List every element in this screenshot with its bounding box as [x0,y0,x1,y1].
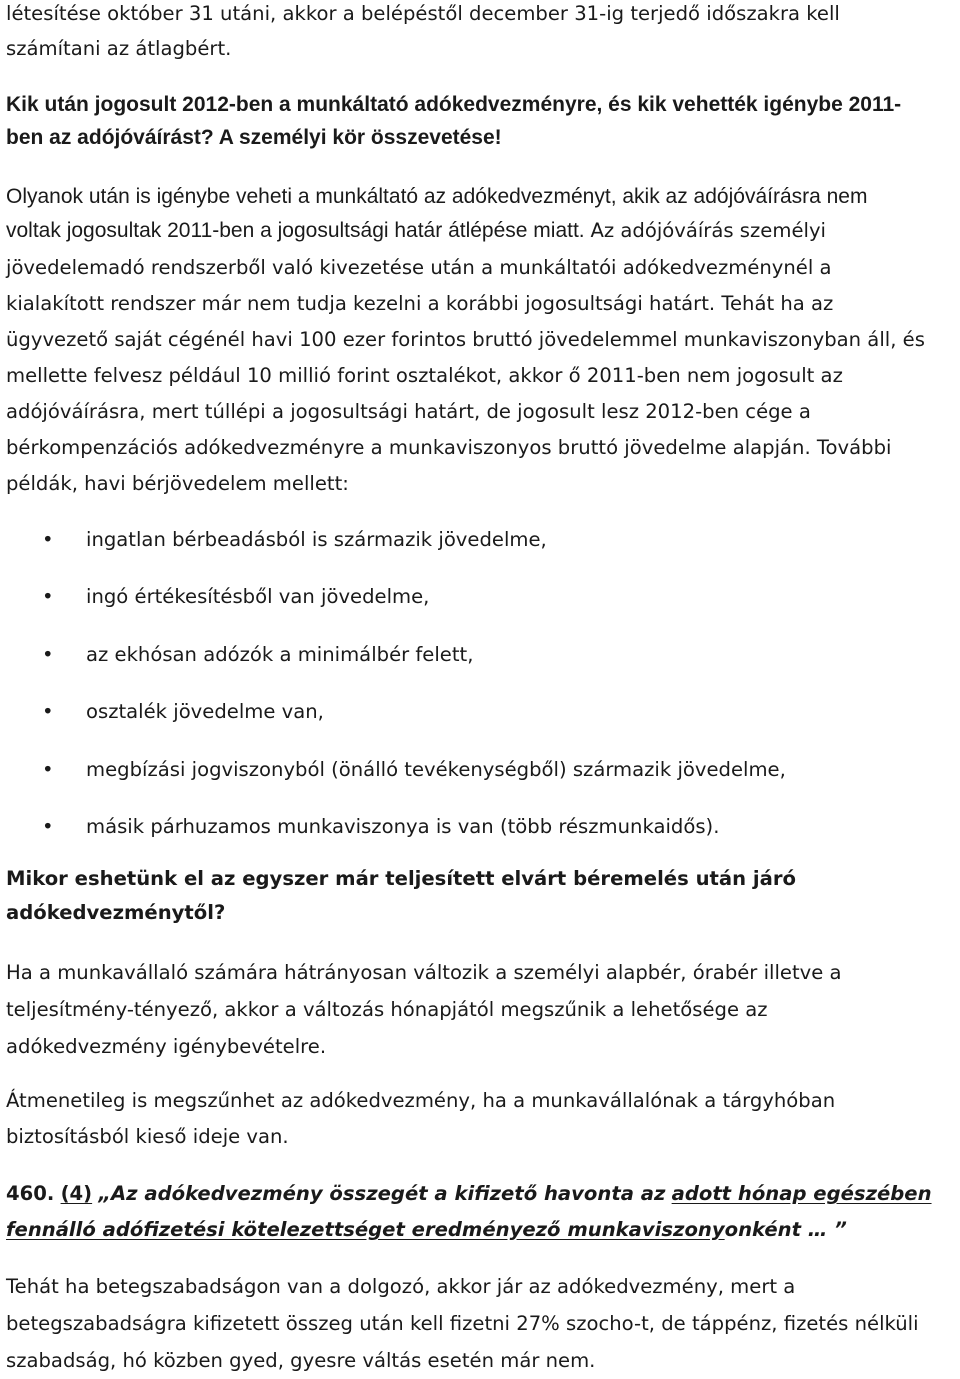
paragraph-1-line-1: Olyanok után is igénybe veheti a munkáltató az adókedvezményt, akik az adójóváírásra nem [6,185,868,208]
question-1-line-1: Kik után jogosult 2012-ben a munkáltató adókedvezményre, és kik vehették igénybe 2011- [6,93,902,116]
paragraph-2-line-4: ügyvezető saját cégénél havi 100 ezer forintos bruttó jövedelemmel munkaviszonyban áll, és [6,328,925,351]
question-2-line-2: adókedvezménytől? [6,901,226,924]
paragraph-2-line-6: adójóváírásra, mert túllépi a jogosultsági határt, de jogosult lesz 2012-ben cége a [6,400,811,423]
paragraph-2-line-5: mellette felvesz például 10 millió forint osztalékot, akkor ő 2011-ben nem jogosult az [6,364,843,387]
bullet-icon: • [42,814,54,838]
paragraph-2-line-8: példák, havi bérjövedelem mellett: [6,472,349,495]
list-item [6,635,954,692]
intro-line-1: létesítése október 31 utáni, akkor a belépéstől december 31-ig terjedő időszakra kell [6,2,840,25]
citation-text-underlined-1: adott hónap egészében [671,1182,932,1205]
paragraph-5-line-2: betegszabadságra kifizetett összeg után kell fizetni 27% szocho-t, de táppénz, fizetés nélküli [6,1312,919,1335]
citation-text-a: „Az adókedvezmény összegét a kifizető havonta az [98,1182,666,1205]
paragraph-2-line-7: bérkompenzációs adókedvezményre a munkaviszonyos bruttó jövedelme alapján. További [6,436,892,459]
bullet-icon: • [42,642,54,666]
citation-line-2 [6,1212,954,1248]
paragraph-2-line-2: jövedelemadó rendszerből való kivezetése után a munkáltatói adókedvezménynél a [6,256,832,279]
question-2-line-1: Mikor eshetünk el az egyszer már teljesített elvárt béremelés után járó [6,867,796,890]
paragraph-2-line-3: kialakított rendszer már nem tudja kezelni a korábbi jogosultsági határt. Tehát ha az [6,292,834,315]
list-item-text: az ekhósan adózók a minimálbér felett, [86,642,474,666]
paragraph-3-line-1: Ha a munkavállaló számára hátrányosan változik a személyi alapbér, órabér illetve a [6,961,842,984]
paragraph-3 [6,954,954,1065]
list-item [6,692,954,749]
question-heading-2 [6,862,954,930]
paragraph-3-line-2: teljesítmény-tényező, akkor a változás hónapjától megszűnik a lehetősége az [6,998,768,1021]
bullet-icon: • [42,528,54,551]
list-item-text: osztalék jövedelme van, [86,700,324,724]
citation-paragraph: (4) [60,1182,93,1205]
citation-text-underlined-2: fennálló adófizetési kötelezettséget eredményező munkaviszony [6,1218,725,1241]
paragraph-4-line-2: biztosításból kieső ideje van. [6,1125,289,1148]
paragraph-1-line-2-sans: voltak jogosultak 2011-ben a jogosultsági határ átlépése miatt. [6,219,585,242]
bullet-icon: • [42,700,54,724]
paragraph-4 [6,1083,954,1155]
legal-citation [6,1176,954,1248]
paragraph-5-line-1: Tehát ha betegszabadságon van a dolgozó, akkor jár az adókedvezmény, mert a [6,1275,796,1298]
paragraph-5-line-3: szabadság, hó közben gyed, gyesre váltás esetén már nem. [6,1349,596,1372]
intro-line-2: számítani az átlagbért. [6,37,232,60]
paragraph-1-line-2 [6,214,954,248]
list-item [6,577,954,634]
citation-number: 460. [6,1182,55,1205]
list-item-text: ingatlan bérbeadásból is származik jövedelme, [86,528,547,551]
intro-paragraph [6,0,954,66]
list-item-text: megbízási jogviszonyból (önálló tevékenységből) származik jövedelme, [86,757,786,781]
question-1-line-2: ben az adójóváírást? A személyi kör összevetése! [6,126,502,149]
paragraph-4-line-1: Átmenetileg is megszűnhet az adókedvezmény, ha a munkavállalónak a tárgyhóban [6,1089,836,1112]
list-item [6,807,954,864]
citation-text-b: onként … ” [724,1218,847,1241]
bullet-icon: • [42,757,54,781]
paragraph-3-line-3: adókedvezmény igénybevételre. [6,1035,327,1058]
bullet-list [6,520,954,864]
paragraph-2-start: Az adójóváírás személyi [590,219,826,242]
list-item [6,750,954,807]
paragraph-1 [6,180,954,248]
paragraph-2 [6,250,954,502]
citation-line-1 [6,1176,954,1212]
list-item-text: másik párhuzamos munkaviszonya is van (több részmunkaidős). [86,814,720,838]
question-heading-1 [6,88,954,154]
bullet-icon: • [42,585,54,609]
list-item [6,520,954,577]
paragraph-5 [6,1268,954,1379]
list-item-text: ingó értékesítésből van jövedelme, [86,585,430,609]
